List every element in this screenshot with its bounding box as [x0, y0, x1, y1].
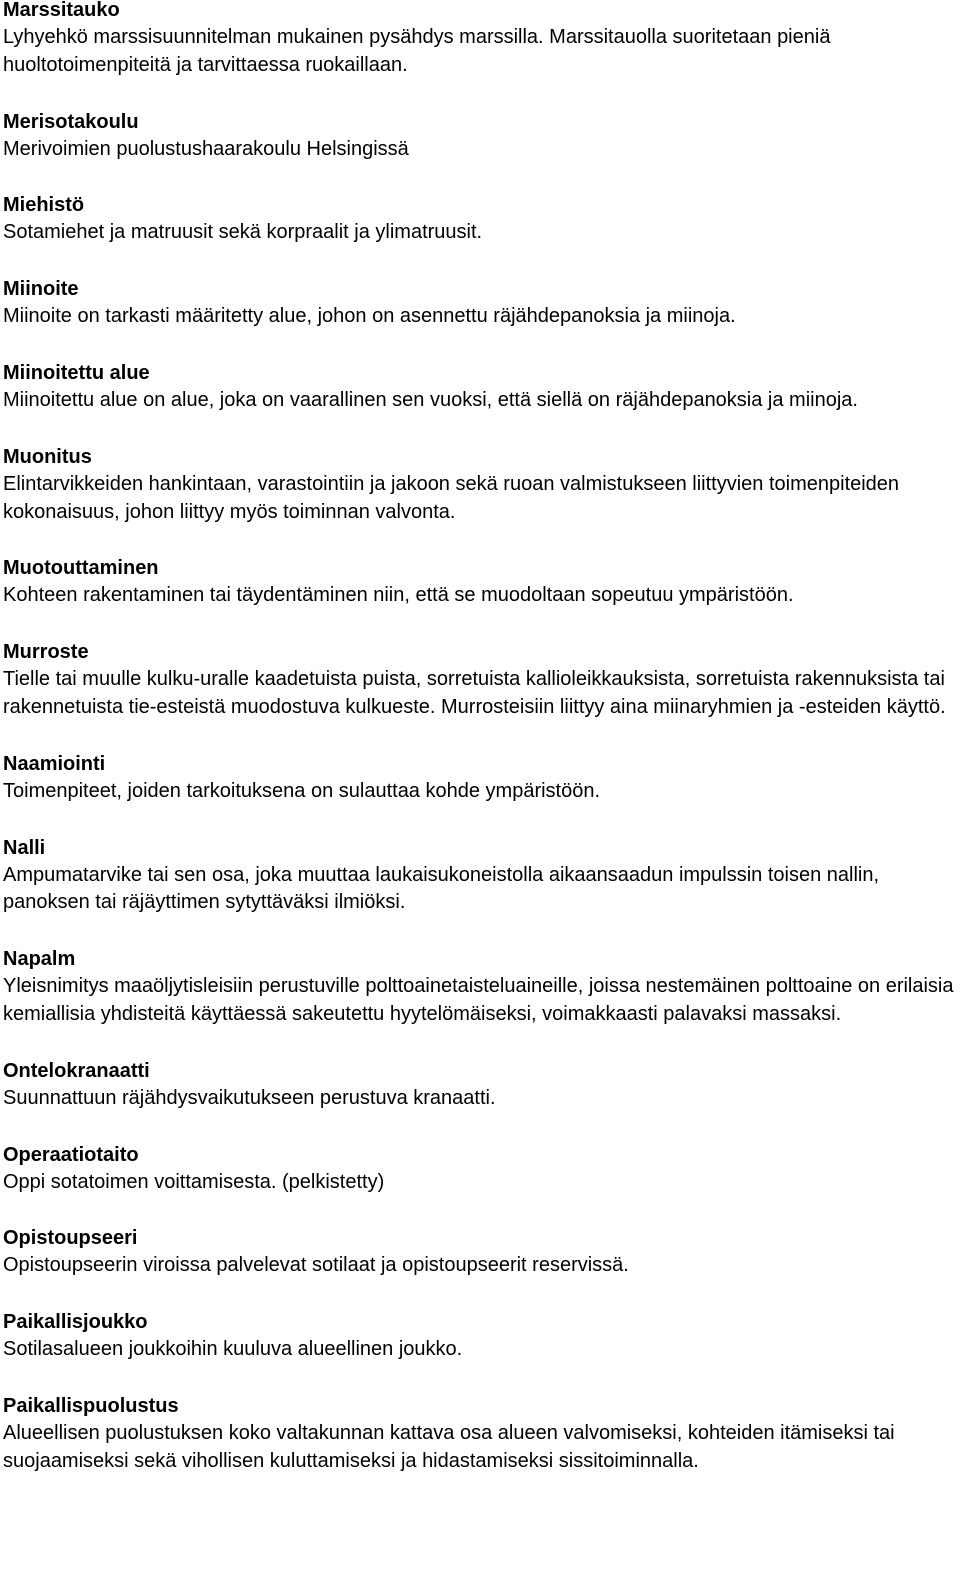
- glossary-term: Merisotakoulu: [3, 110, 139, 133]
- glossary-entry: [3, 1057, 955, 1113]
- glossary-entry: [3, 443, 955, 527]
- glossary-term: Murroste: [3, 641, 89, 664]
- glossary-definition: Miinoite on tarkasti määritetty alue, johon on asennettu räjähdepanoksia ja miinoja.: [3, 305, 736, 328]
- glossary-definition: Toimenpiteet, joiden tarkoituksena on sulauttaa kohde ympäristöön.: [3, 779, 601, 802]
- glossary-term: Operaatiotaito: [3, 1143, 139, 1166]
- glossary-definition: Merivoimien puolustushaarakoulu Helsingissä: [3, 137, 409, 160]
- glossary-entry: [3, 275, 955, 331]
- glossary-term: Miinoite: [3, 278, 79, 301]
- glossary-term: Paikallisjoukko: [3, 1311, 148, 1334]
- glossary-entry: [3, 191, 955, 247]
- glossary-term: Ontelokranaatti: [3, 1059, 150, 1082]
- glossary-definition: Oppi sotatoimen voittamisesta. (pelkistetty): [3, 1170, 385, 1193]
- glossary-definition: Miinoitettu alue on alue, joka on vaarallinen sen vuoksi, että siellä on räjähdepanoksia ja miinoja.: [3, 388, 858, 411]
- glossary-term: Opistoupseeri: [3, 1227, 138, 1250]
- glossary-definition: Ampumatarvike tai sen osa, joka muuttaa laukaisukoneistolla aikaansaadun impulssin toisen nallin, panoksen tai räjäyttimen sytyttäväksi ilmiöksi.: [3, 863, 880, 914]
- glossary-entry: [3, 1308, 955, 1364]
- glossary-definition: Elintarvikkeiden hankintaan, varastointiin ja jakoon sekä ruoan valmistukseen liittyvien toimenpiteiden kokonaisuus, johon liittyy myös toiminnan valvonta.: [3, 472, 900, 523]
- glossary-entry: [3, 945, 955, 1029]
- glossary-term: Muotouttaminen: [3, 557, 159, 580]
- glossary-entry: [3, 359, 955, 415]
- glossary-entry: [3, 554, 955, 610]
- glossary-entry: [3, 0, 955, 80]
- glossary-definition: Sotilasalueen joukkoihin kuuluva alueellinen joukko.: [3, 1338, 463, 1361]
- glossary-term: Naamiointi: [3, 752, 106, 775]
- glossary-entry: [3, 108, 955, 164]
- glossary-definition: Yleisnimitys maaöljytisleisiin perustuville polttoainetaisteluaineille, joissa nestemäinen polttoaine on erilaisia kemiallisia yhdisteitä käyttäessä sakeutettu hyytelömäiseksi, voimakkaasti palavaksi massaksi.: [3, 975, 954, 1025]
- glossary-entry: [3, 1224, 955, 1280]
- glossary-term: Marssitauko: [3, 0, 120, 21]
- glossary-entry: [3, 638, 955, 722]
- glossary-definition: Alueellisen puolustuksen koko valtakunnan kattava osa alueen valvomiseksi, kohteiden itämiseksi tai suojaamiseksi sekä vihollisen kuluttamiseksi ja hidastamiseksi sissitoiminnalla.: [3, 1421, 895, 1472]
- glossary-definition: Sotamiehet ja matruusit sekä korpraalit ja ylimatruusit.: [3, 221, 483, 244]
- glossary-definition: Kohteen rakentaminen tai täydentäminen niin, että se muodoltaan sopeutuu ympäristöön.: [3, 584, 794, 607]
- glossary-document: [3, 0, 955, 1504]
- glossary-term: Muonitus: [3, 445, 92, 468]
- glossary-definition: Suunnattuun räjähdysvaikutukseen perustuva kranaatti.: [3, 1086, 496, 1109]
- glossary-definition: Lyhyehkö marssisuunnitelman mukainen pysähdys marssilla. Marssitauolla suoritetaan pieniä huoltotoimenpiteitä ja tarvittaessa ruokaillaan.: [3, 26, 831, 76]
- glossary-entry: [3, 1141, 955, 1197]
- glossary-term: Paikallispuolustus: [3, 1394, 179, 1417]
- glossary-entry: [3, 834, 955, 918]
- glossary-term: Miinoitettu alue: [3, 361, 150, 384]
- glossary-term: Miehistö: [3, 194, 85, 217]
- glossary-definition: Opistoupseerin viroissa palvelevat sotilaat ja opistoupseerit reservissä.: [3, 1254, 629, 1277]
- glossary-entry: [3, 750, 955, 806]
- glossary-term: Nalli: [3, 836, 46, 859]
- glossary-entry: [3, 1392, 955, 1476]
- glossary-term: Napalm: [3, 948, 76, 971]
- glossary-definition: Tielle tai muulle kulku-uralle kaadetuista puista, sorretuista kallioleikkauksista, sorretuista rakennuksista tai rakennetuista tie-esteistä muodostuva kulkueste. Murrosteisiin liittyy aina miinaryhmien ja -esteiden käyttö.: [3, 668, 946, 718]
